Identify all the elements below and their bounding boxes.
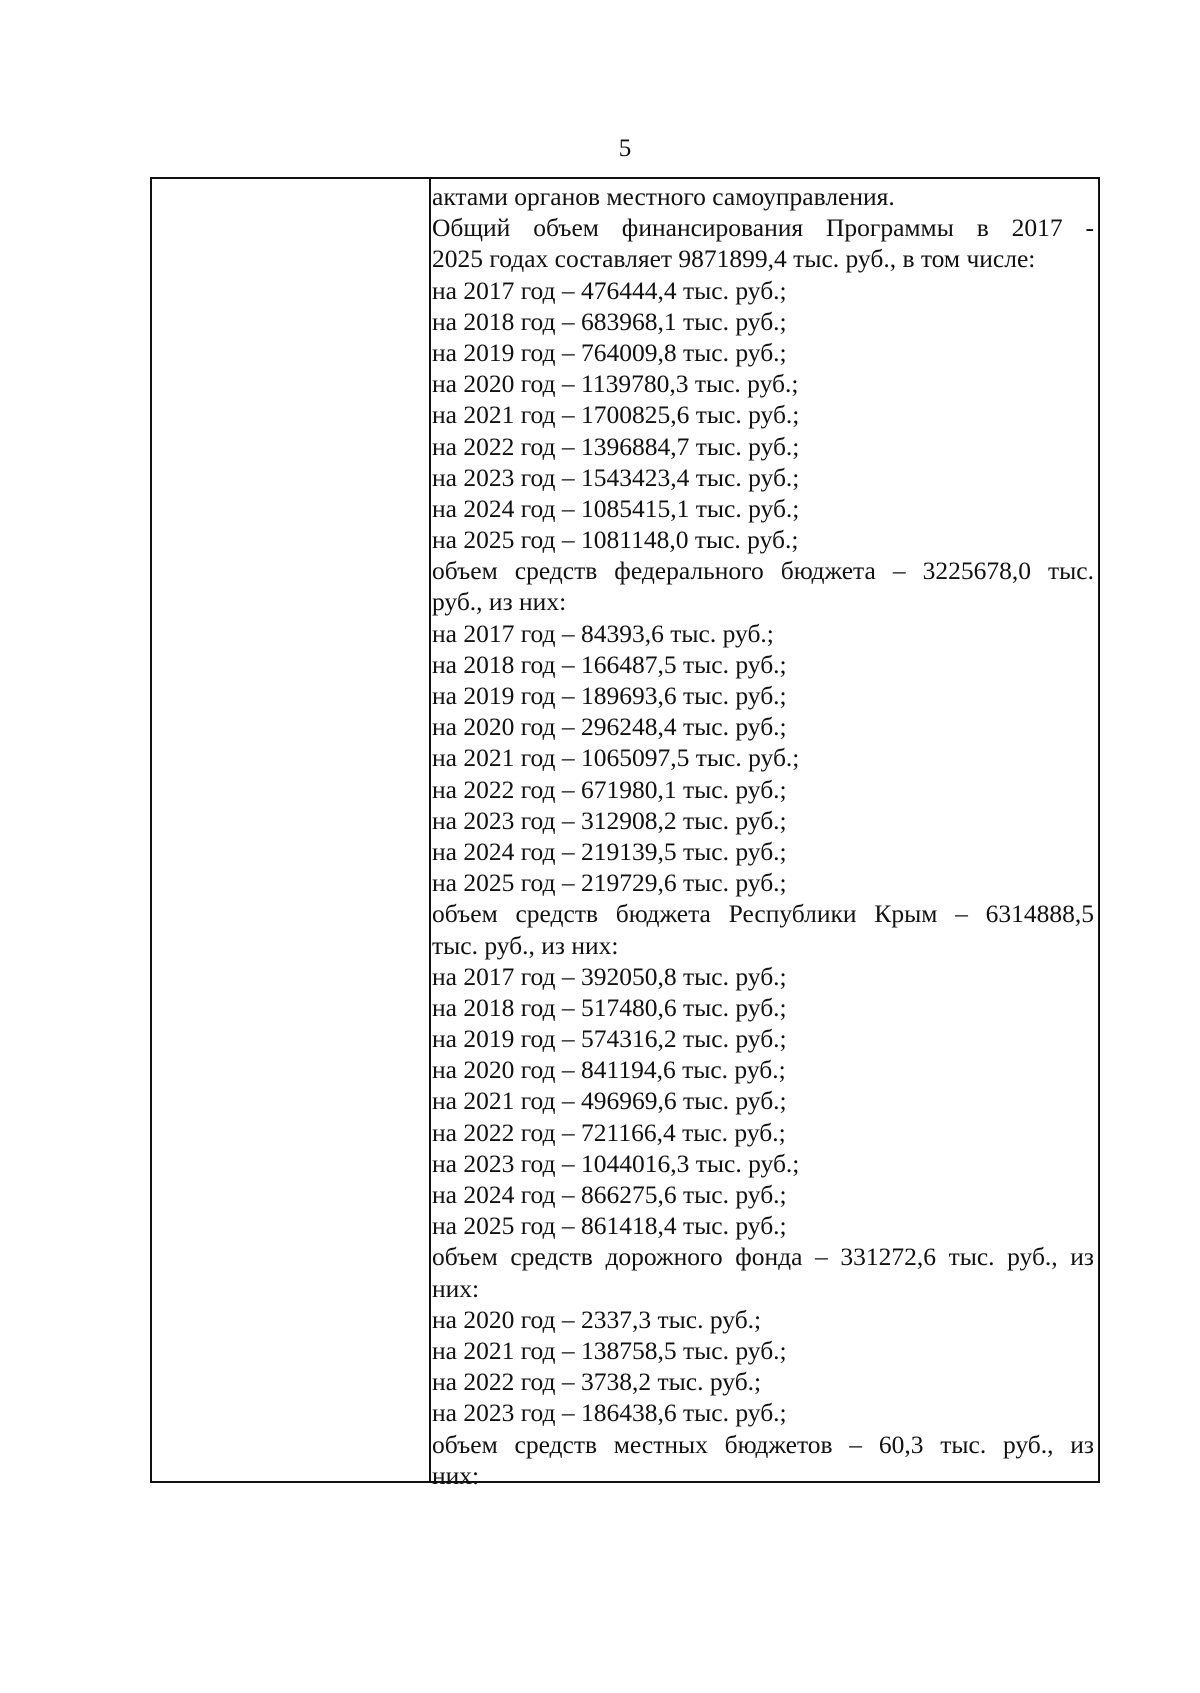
- text-line: тыс. руб., из них:: [432, 930, 619, 960]
- financing-table: [150, 177, 1100, 1490]
- page-number: 5: [618, 135, 632, 162]
- text-line: на 2018 год – 683968,1 тыс. руб.;: [432, 306, 787, 336]
- text-line: на 2021 год – 1700825,6 тыс. руб.;: [432, 400, 800, 430]
- text-line: на 2022 год – 1396884,7 тыс. руб.;: [432, 431, 800, 461]
- text-line: на 2025 год – 219729,6 тыс. руб.;: [432, 868, 787, 898]
- text-line: руб., из них:: [432, 587, 567, 617]
- text-line: на 2024 год – 219139,5 тыс. руб.;: [432, 836, 787, 866]
- text-line: на 2017 год – 476444,4 тыс. руб.;: [432, 275, 787, 305]
- text-line: на 2021 год – 496969,6 тыс. руб.;: [432, 1086, 787, 1116]
- text-line: на 2019 год – 189693,6 тыс. руб.;: [432, 681, 787, 710]
- text-line: на 2020 год – 1139780,3 тыс. руб.;: [432, 369, 799, 399]
- text-line: объем средств дорожного фонда – 331272,6 тыс. руб., из: [432, 1242, 1094, 1272]
- text-line: на 2022 год – 721166,4 тыс. руб.;: [432, 1117, 786, 1147]
- text-line: них:: [432, 1460, 480, 1490]
- text-line: на 2020 год – 2337,3 тыс. руб.;: [432, 1304, 762, 1334]
- text-line: на 2025 год – 861418,4 тыс. руб.;: [432, 1211, 787, 1241]
- text-line: на 2025 год – 1081148,0 тыс. руб.;: [432, 525, 799, 555]
- text-line: на 2021 год – 138758,5 тыс. руб.;: [432, 1335, 787, 1365]
- text-line: них:: [432, 1273, 480, 1303]
- text-line: на 2020 год – 296248,4 тыс. руб.;: [432, 712, 787, 742]
- text-line: объем средств федерального бюджета – 3225678,0 тыс.: [432, 556, 1094, 586]
- text-line: на 2018 год – 517480,6 тыс. руб.;: [432, 992, 787, 1022]
- text-line: на 2021 год – 1065097,5 тыс. руб.;: [432, 743, 800, 773]
- text-line: актами органов местного самоуправления.: [432, 182, 895, 211]
- text-line: объем средств бюджета Республики Крым – 6314888,5: [432, 899, 1094, 929]
- text-line: на 2019 год – 764009,8 тыс. руб.;: [432, 337, 787, 367]
- financing-text-cell: [432, 181, 1094, 1491]
- text-line: на 2017 год – 392050,8 тыс. руб.;: [432, 961, 787, 991]
- text-line: на 2022 год – 671980,1 тыс. руб.;: [432, 774, 787, 804]
- column-divider: [429, 179, 431, 1481]
- text-line: на 2024 год – 1085415,1 тыс. руб.;: [432, 493, 800, 523]
- text-line: на 2020 год – 841194,6 тыс. руб.;: [432, 1055, 786, 1085]
- text-line: на 2023 год – 1543423,4 тыс. руб.;: [432, 462, 800, 492]
- text-line: на 2023 год – 312908,2 тыс. руб.;: [432, 805, 787, 835]
- text-line: на 2023 год – 1044016,3 тыс. руб.;: [432, 1148, 800, 1178]
- text-line: 2025 годах составляет 9871899,4 тыс. руб., в том числе:: [432, 244, 1036, 274]
- text-line: Общий объем финансирования Программы в 2017 -: [432, 213, 1094, 243]
- text-line: на 2023 год – 186438,6 тыс. руб.;: [432, 1398, 787, 1428]
- text-line: на 2022 год – 3738,2 тыс. руб.;: [432, 1367, 762, 1397]
- text-line: на 2017 год – 84393,6 тыс. руб.;: [432, 618, 774, 648]
- text-line: на 2024 год – 866275,6 тыс. руб.;: [432, 1180, 787, 1209]
- text-line: объем средств местных бюджетов – 60,3 тыс. руб., из: [432, 1429, 1094, 1459]
- text-line: на 2018 год – 166487,5 тыс. руб.;: [432, 649, 787, 679]
- text-line: на 2019 год – 574316,2 тыс. руб.;: [432, 1024, 787, 1054]
